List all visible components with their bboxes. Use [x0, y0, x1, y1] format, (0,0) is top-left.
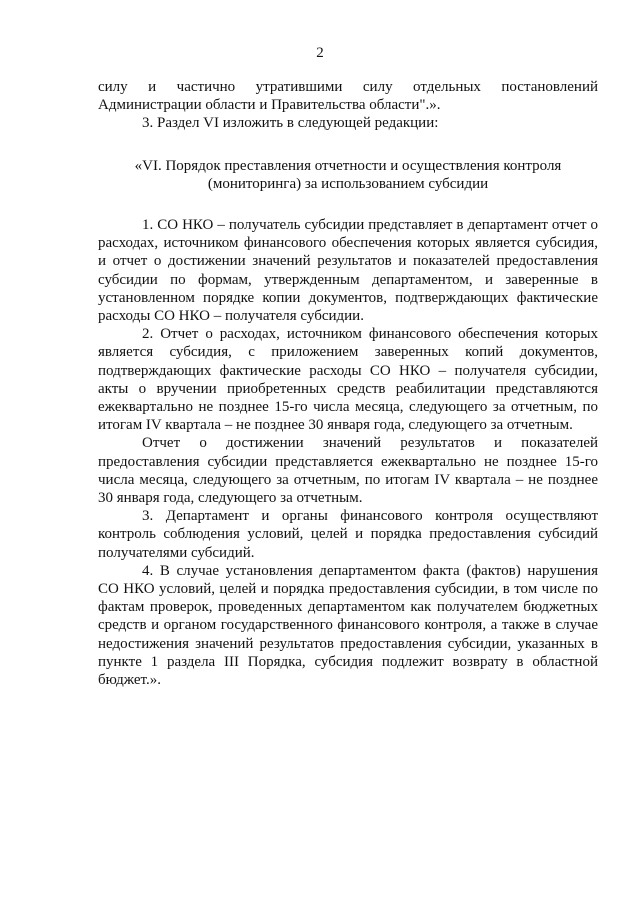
instruction-paragraph: 3. Раздел VI изложить в следующей редакции:: [142, 115, 439, 132]
paragraph-3: 3. Департамент и органы финансового контроля осуществляют контроль соблюдения условий, целей и порядка предоставления субсидий получателями субсидий.: [98, 508, 598, 561]
section-title: «VI. Порядок преставления отчетности и осуществления контроля (мониторинга) за использованием субсидии: [134, 157, 562, 192]
page-number: 2: [316, 45, 324, 61]
paragraph-2-report: Отчет о достижении значений результатов и показателей предоставления субсидии представляется ежеквартально не позднее 15-го числа месяца, следующего за отчетным, по итогам IV квартала – не позднее 30 января года, следующего за отчетным.: [98, 435, 598, 507]
paragraph-2: 2. Отчет о расходах, источником финансового обеспечения которых является субсидия, с приложением заверенных копий документов, подтверждающих фактические расходы СО НКО – получателя субсидии, акты о вручении приобретенных средств реабилитации представляются ежеквартально не позднее 15-го числа месяца, следующего за отчетным, по итогам IV квартала – не позднее 30 января года, следующего за отчетным.: [98, 326, 598, 434]
continuation-paragraph: силу и частично утратившими силу отдельных постановлений Администрации области и Правительства области".».: [98, 79, 598, 114]
paragraph-4: 4. В случае установления департаментом факта (фактов) нарушения СО НКО условий, целей и порядка предоставления субсидии, в том числе по фактам проверок, проведенных департаментом как получателем бюджетных средств и органом государственного финансового контроля, а также в случае недостижения значений результатов предоставления субсидии, указанных в пункте 1 раздела III Порядка, субсидия подлежит возврату в областной бюджет.».: [98, 562, 598, 689]
paragraph-1: 1. СО НКО – получатель субсидии представляет в департамент отчет о расходах, источником финансового обеспечения которых является субсидия, и отчет о достижении значений результатов и показателей предоставления субсидии по формам, утвержденным департаментом, и заверенные в установленном порядке копии документов, подтверждающих фактические расходы СО НКО – получателя субсидии.: [98, 217, 598, 325]
document-body: [98, 78, 598, 689]
